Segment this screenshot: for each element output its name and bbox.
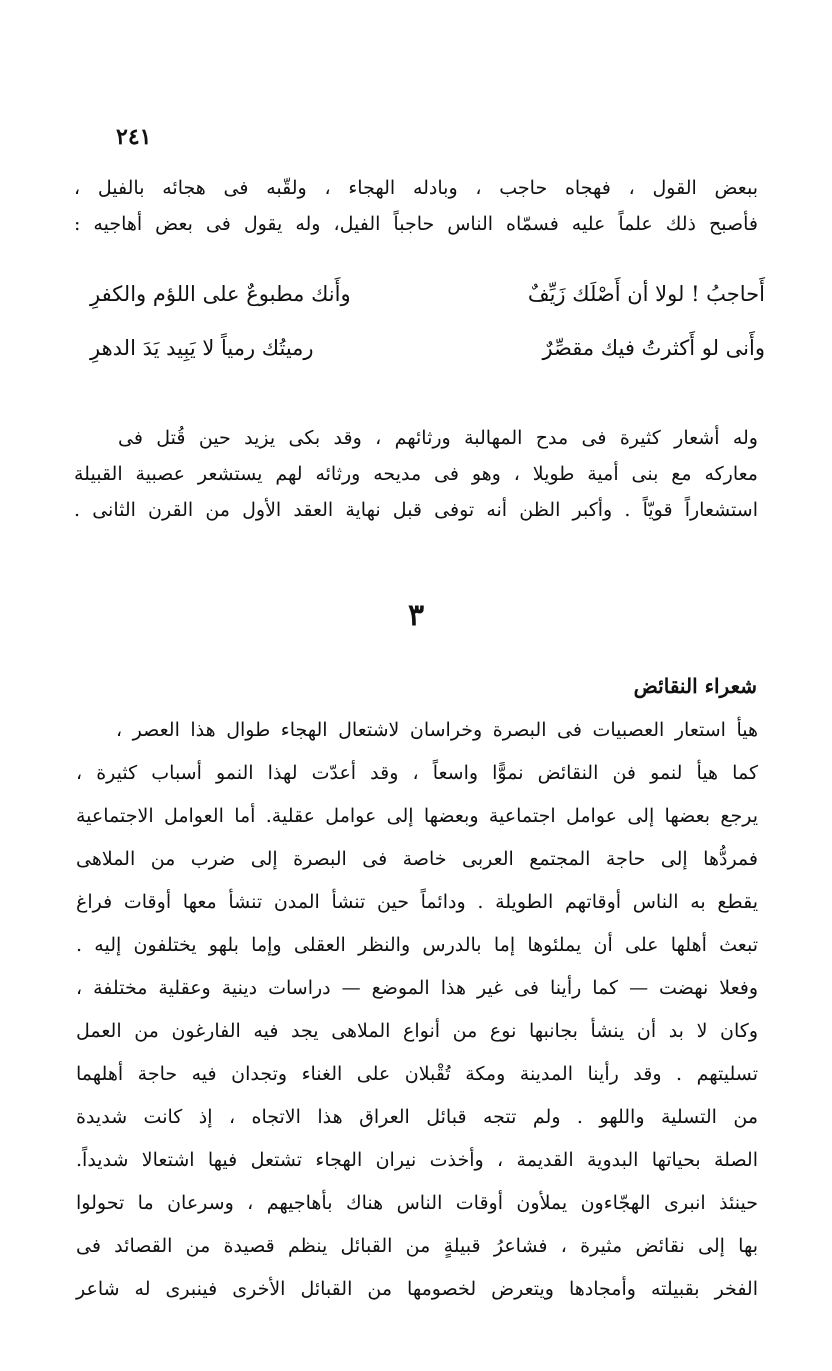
paragraph-line: كما هيأ لنمو فن النقائض نموًّا واسعاً ، وقد أعدّت لهذا النمو أسباب كثيرة ،: [76, 762, 758, 784]
poem: [90, 274, 765, 394]
paragraph-line: حينئذ انبرى الهجّاءون يملأون أوقات الناس هناك بأهاجيهم ، وسرعان ما تحولوا: [76, 1192, 758, 1214]
page-number: ٢٤١: [116, 124, 152, 150]
paragraph-line: تبعث أهلها على أن يملئوها إما بالدرس والنظر العقلى وإما بلهو يختلفون إليه .: [76, 934, 758, 956]
verse-2-first-hemistich: وأَنى لو أَكثرتُ فيك مقصِّرٌ: [542, 336, 765, 360]
paragraph-line: الفخر بقبيلته وأمجادها ويتعرض لخصومها من القبائل الأخرى فينبرى له شاعر: [76, 1278, 758, 1300]
paragraph-line: ببعض القول ، فهجاه حاجب ، وبادله الهجاء ، ولقّبه فى هجائه بالفيل ،: [74, 177, 758, 199]
paragraph-line: وكان لا بد أن ينشأ بجانبها نوع من أنواع الملاهى يجد فيه الفارغون من العمل: [76, 1020, 758, 1042]
paragraph-line: هيأ استعار العصبيات فى البصرة وخراسان لاشتعال الهجاء طوال هذا العصر ،: [116, 719, 758, 741]
paragraph-line: وفعلا نهضت — كما رأينا فى غير هذا الموضع — دراسات دينية وعقلية مختلفة ،: [76, 977, 758, 999]
paragraph-line: تسليتهم . وقد رأينا المدينة ومكة تُقْبلان على الغناء وتجدان فيه حاجة أهلهما: [76, 1063, 758, 1085]
paragraph-line: وله أشعار كثيرة فى مدح المهالبة ورثائهم ، وقد بكى يزيد حين قُتل فى: [118, 427, 758, 449]
paragraph-line: معاركه مع بنى أمية طويلا ، وهو فى مديحه ورثائه لهم يستشعر عصبية القبيلة: [74, 463, 758, 485]
paragraph-line: فأصبح ذلك علماً عليه فسمّاه الناس حاجباً الفيل، وله يقول فى بعض أهاجيه :: [74, 213, 758, 235]
paragraph-line: من التسلية واللهو . ولم تتجه قبائل العراق هذا الاتجاه ، إذ كانت شديدة: [76, 1106, 758, 1128]
verse-1-first-hemistich: أَحاجبُ ! لولا أن أَصْلَك زَيِّفٌ: [527, 282, 765, 306]
paragraph-line: بها إلى نقائض مثيرة ، فشاعرُ قبيلةٍ من القبائل ينظم قصيدة من القصائد فى: [76, 1235, 758, 1257]
paragraph-line: فمردُّها إلى حاجة المجتمع العربى خاصة فى البصرة إلى ضرب من الملاهى: [76, 848, 758, 870]
section-title: شعراء النقائض: [633, 674, 757, 698]
section-number: ٣: [407, 598, 425, 633]
paragraph-line: الصلة بحياتها البدوية القديمة ، وأخذت نيران الهجاء تشتعل فيها اشتعالا شديداً.: [76, 1149, 758, 1171]
paragraph-line: يرجع بعضها إلى عوامل اجتماعية وبعضها إلى عوامل عقلية. أما العوامل الاجتماعية: [76, 805, 758, 827]
paragraph-line: يقطع به الناس أوقاتهم الطويلة . ودائماً حين تنشأ المدن تنشأ معها أوقات فراغ: [76, 891, 758, 913]
verse-2-second-hemistich: رميتُك رمياً لا يَبِيد يَدَ الدهرِ: [90, 336, 314, 360]
paragraph-line: استشعاراً قويّاً . وأكبر الظن أنه توفى قبل نهاية العقد الأول من القرن الثانى .: [74, 499, 758, 521]
verse-1-second-hemistich: وأَنك مطبوعٌ على اللؤم والكفرِ: [90, 282, 351, 306]
